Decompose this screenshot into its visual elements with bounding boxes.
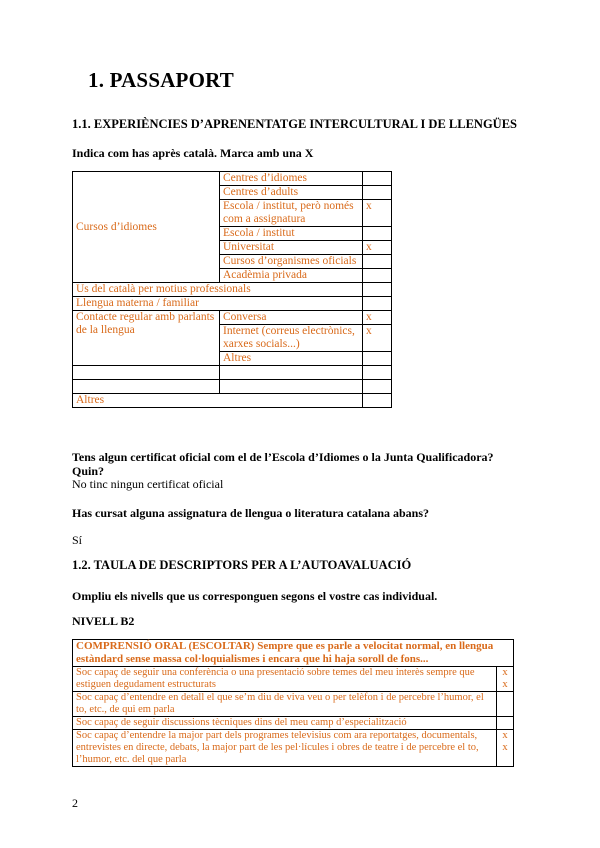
level-title: NIVELL B2 bbox=[72, 614, 135, 628]
table-row bbox=[73, 692, 514, 717]
table-row bbox=[73, 172, 392, 186]
contact-option: Altres bbox=[220, 352, 363, 366]
descriptor-mark[interactable] bbox=[497, 717, 514, 730]
table-row bbox=[73, 311, 392, 325]
course-mark[interactable] bbox=[363, 269, 392, 283]
experience-table bbox=[72, 171, 392, 408]
course-option: Acadèmia privada bbox=[220, 269, 363, 283]
levels-instruction: Ompliu els nivells que us corresponguen segons el vostre cas individual. bbox=[72, 589, 438, 603]
course-mark[interactable] bbox=[363, 172, 392, 186]
b2-descriptor-table bbox=[72, 639, 514, 767]
course-mark[interactable]: x bbox=[363, 200, 392, 227]
descriptor-mark[interactable]: x x bbox=[497, 667, 514, 692]
course-option: Escola / institut bbox=[220, 227, 363, 241]
table-row bbox=[73, 394, 392, 408]
page-heading: 1. PASSAPORT bbox=[88, 68, 234, 92]
course-option: Centres d’adults bbox=[220, 186, 363, 200]
others-label: Altres bbox=[73, 394, 363, 408]
mother-tongue-mark[interactable] bbox=[363, 297, 392, 311]
course-option: Escola / institut, però només com a assignatura bbox=[220, 200, 363, 227]
table-row bbox=[73, 297, 392, 311]
table-row bbox=[73, 730, 514, 767]
others-mark[interactable] bbox=[363, 394, 392, 408]
course-mark[interactable]: x bbox=[363, 241, 392, 255]
contact-option: Conversa bbox=[220, 311, 363, 325]
course-mark[interactable] bbox=[363, 186, 392, 200]
section-1-2-title: 1.2. TAULA DE DESCRIPTORS PER A L’AUTOAVALUACIÓ bbox=[72, 558, 412, 572]
courses-label: Cursos d’idiomes bbox=[73, 172, 220, 283]
descriptor-text: Soc capaç de seguir una conferència o una presentació sobre temes del meu interès sempre que estiguen degudament estructurats bbox=[73, 667, 497, 692]
contact-mark[interactable] bbox=[363, 352, 392, 366]
empty-mark[interactable] bbox=[363, 380, 392, 394]
table-row bbox=[73, 667, 514, 692]
course-option: Centres d’idiomes bbox=[220, 172, 363, 186]
contact-option: Internet (correus electrònics, xarxes socials...) bbox=[220, 325, 363, 352]
table-row bbox=[73, 640, 514, 667]
mother-tongue-label: Llengua materna / familiar bbox=[73, 297, 363, 311]
course-option: Universitat bbox=[220, 241, 363, 255]
descriptor-text: Soc capaç d’entendre la major part dels programes televisius com ara reportatges, documentals, entrevistes en directe, debats, la major part de les pel·lícules i obres de teatre i de percebre el to, l’humor, etc. del que parla bbox=[73, 730, 497, 767]
professional-use-label: Us del català per motius professionals bbox=[73, 283, 363, 297]
course-mark[interactable] bbox=[363, 255, 392, 269]
learning-prompt: Indica com has après català. Marca amb una X bbox=[72, 146, 314, 160]
subject-answer: Sí bbox=[72, 533, 83, 547]
table-row bbox=[73, 283, 392, 297]
page-number: 2 bbox=[72, 796, 78, 810]
section-1-1-title: 1.1. EXPERIÈNCIES D’APRENENTATGE INTERCULTURAL I DE LLENGÜES bbox=[72, 117, 518, 131]
course-mark[interactable] bbox=[363, 227, 392, 241]
subject-question: Has cursat alguna assignatura de llengua o literatura catalana abans? bbox=[72, 506, 430, 520]
descriptor-text: Soc capaç d’entendre en detall el que se’m diu de viva veu o per telèfon i de percebre l’humor, el to, etc., de qui em parla bbox=[73, 692, 497, 717]
descriptor-mark[interactable]: x x bbox=[497, 730, 514, 767]
descriptor-mark[interactable] bbox=[497, 692, 514, 717]
empty-mark[interactable] bbox=[363, 366, 392, 380]
empty-cell bbox=[220, 366, 363, 380]
descriptor-text: Soc capaç de seguir discussions tècniques dins del meu camp d’especialització bbox=[73, 717, 497, 730]
table-row bbox=[73, 380, 392, 394]
empty-cell bbox=[220, 380, 363, 394]
contact-mark[interactable]: x bbox=[363, 325, 392, 352]
certificate-answer: No tinc ningun certificat oficial bbox=[72, 477, 224, 491]
empty-cell bbox=[73, 380, 220, 394]
professional-use-mark[interactable] bbox=[363, 283, 392, 297]
contact-label: Contacte regular amb parlants de la llengua bbox=[73, 311, 220, 366]
table-row bbox=[73, 717, 514, 730]
table-row bbox=[73, 366, 392, 380]
course-option: Cursos d’organismes oficials bbox=[220, 255, 363, 269]
empty-cell bbox=[73, 366, 220, 380]
certificate-question: Tens algun certificat oficial com el de l’Escola d’Idiomes o la Junta Qualificadora? Quin? bbox=[72, 450, 494, 478]
b2-table-header: COMPRENSIÓ ORAL (ESCOLTAR) Sempre que es parle a velocitat normal, en llengua estàndard sense massa col·loquialismes i encara que hi haja soroll de fons... bbox=[73, 640, 514, 667]
contact-mark[interactable]: x bbox=[363, 311, 392, 325]
